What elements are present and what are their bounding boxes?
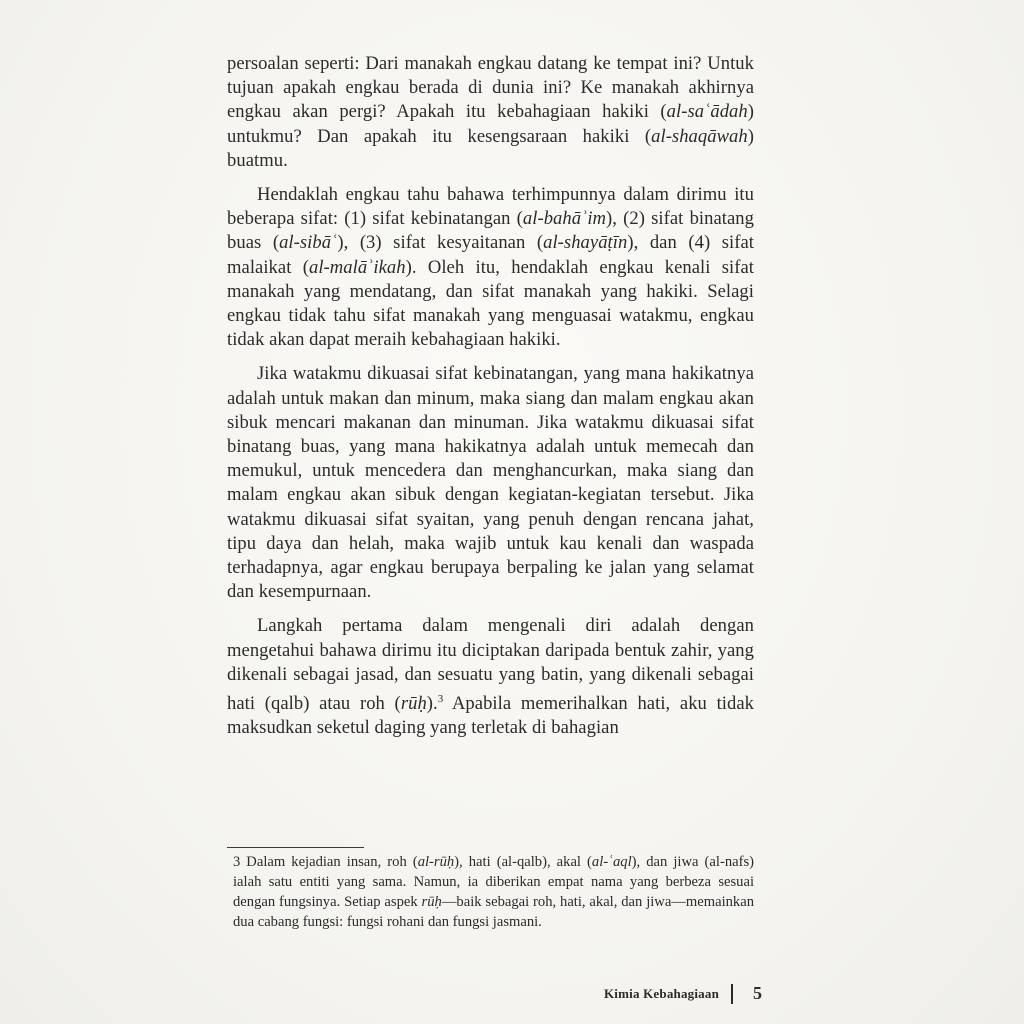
paragraph-2-text: ), (3) sifat kesyaitanan ( bbox=[337, 232, 544, 254]
paragraph-4-text: Langkah pertama dalam mengenali diri adalah dengan mengetahui bahawa dirimu itu diciptakan daripada bentuk zahir, yang dikenali sebagai jasad, dan sesuatu yang batin, yang dikenali sebagai hati (qalb) atau roh ( bbox=[227, 615, 754, 715]
term-italic: rūḥ bbox=[421, 894, 442, 910]
paragraph-1 bbox=[227, 52, 754, 173]
running-footer bbox=[604, 983, 762, 1004]
paragraph-2-text: ). Oleh itu, hendaklah engkau kenali sifat manakah yang mendatang, dan sifat manakah yang hakiki. Selagi engkau tidak tahu sifat manakah yang menguasai watakmu, engkau tidak akan dapat meraih kebahagiaan hakiki. bbox=[227, 256, 755, 351]
footnote-text: ), dan jiwa (al-nafs) ialah satu entiti yang sama. Namun, ia diberikan empat nama yang berbeza sesuai dengan fungsinya. Setiap aspek bbox=[233, 854, 754, 910]
term-italic: al-shaqāwah bbox=[651, 125, 748, 147]
paragraph-2-text: ), (2) sifat binatang buas ( bbox=[227, 208, 754, 254]
term-italic: al-saʿādah bbox=[666, 101, 748, 123]
paragraph-1-text: ) untukmu? Dan apakah itu kesengsaraan hakiki ( bbox=[227, 101, 754, 147]
term-italic: al-bahāʾim bbox=[522, 208, 607, 230]
footnote-divider bbox=[227, 847, 364, 848]
paragraph-4-text: Apabila memerihalkan hati, aku tidak maksudkan seketul daging yang terletak di bahagian bbox=[227, 693, 754, 739]
term-italic: rūḥ bbox=[400, 693, 427, 715]
paragraph-2-text: Hendaklah engkau tahu bahawa terhimpunnya dalam dirimu itu beberapa sifat: (1) sifat kebinatangan ( bbox=[227, 184, 754, 230]
book-title: Kimia Kebahagiaan bbox=[604, 985, 719, 1001]
paragraph-2-text: ), dan (4) sifat malaikat ( bbox=[227, 232, 754, 278]
footnote-number: 3 bbox=[233, 854, 241, 870]
paragraph-4-text: ). bbox=[426, 693, 438, 715]
term-italic: al-shayāṭīn bbox=[543, 232, 628, 254]
footnote-text: —baik sebagai roh, hati, akal, dan jiwa—memainkan dua cabang fungsi: fungsi rohani dan fungsi jasmani. bbox=[233, 894, 754, 930]
paragraph-1-text: ) buatmu. bbox=[227, 125, 754, 171]
page-number: 5 bbox=[753, 983, 762, 1003]
paragraph-1-text: persoalan seperti: Dari manakah engkau datang ke tempat ini? Untuk tujuan apakah engkau berada di dunia ini? Ke manakah akhirnya engkau akan pergi? Apakah itu kebahagiaan hakiki ( bbox=[227, 53, 754, 123]
footnote-text: Dalam kejadian insan, roh ( bbox=[246, 854, 418, 870]
term-italic: al-rūḥ bbox=[417, 854, 455, 870]
footer-divider bbox=[731, 984, 733, 1004]
footnote-marker[interactable]: 3 bbox=[437, 693, 444, 706]
body-text bbox=[227, 52, 754, 751]
paragraph-4 bbox=[227, 614, 754, 740]
paragraph-2 bbox=[227, 183, 754, 352]
term-italic: al-ʿaql bbox=[591, 854, 632, 870]
term-italic: al-malāʾikah bbox=[308, 256, 406, 278]
footnote bbox=[233, 852, 754, 932]
paragraph-3: Jika watakmu dikuasai sifat kebinatangan, yang mana hakikatnya adalah untuk makan dan minum, maka siang dan malam engkau akan sibuk mencari makanan dan minuman. Jika watakmu dikuasai sifat binatang buas, yang mana hakikatnya adalah untuk memecah dan memukul, untuk mencedera dan menghancurkan, maka siang dan malam engkau akan sibuk dengan kegiatan-kegiatan tersebut. Jika watakmu dikuasai sifat syaitan, yang penuh dengan rencana jahat, tipu daya dan helah, maka wajib untuk kau kenali dan waspada terhadapnya, agar engkau berupaya berpaling ke jalan yang selamat dan kesempurnaan. bbox=[227, 363, 754, 603]
term-italic: al-sibāʿ bbox=[279, 232, 338, 254]
footnote-text: ), hati (al-qalb), akal ( bbox=[454, 854, 592, 870]
